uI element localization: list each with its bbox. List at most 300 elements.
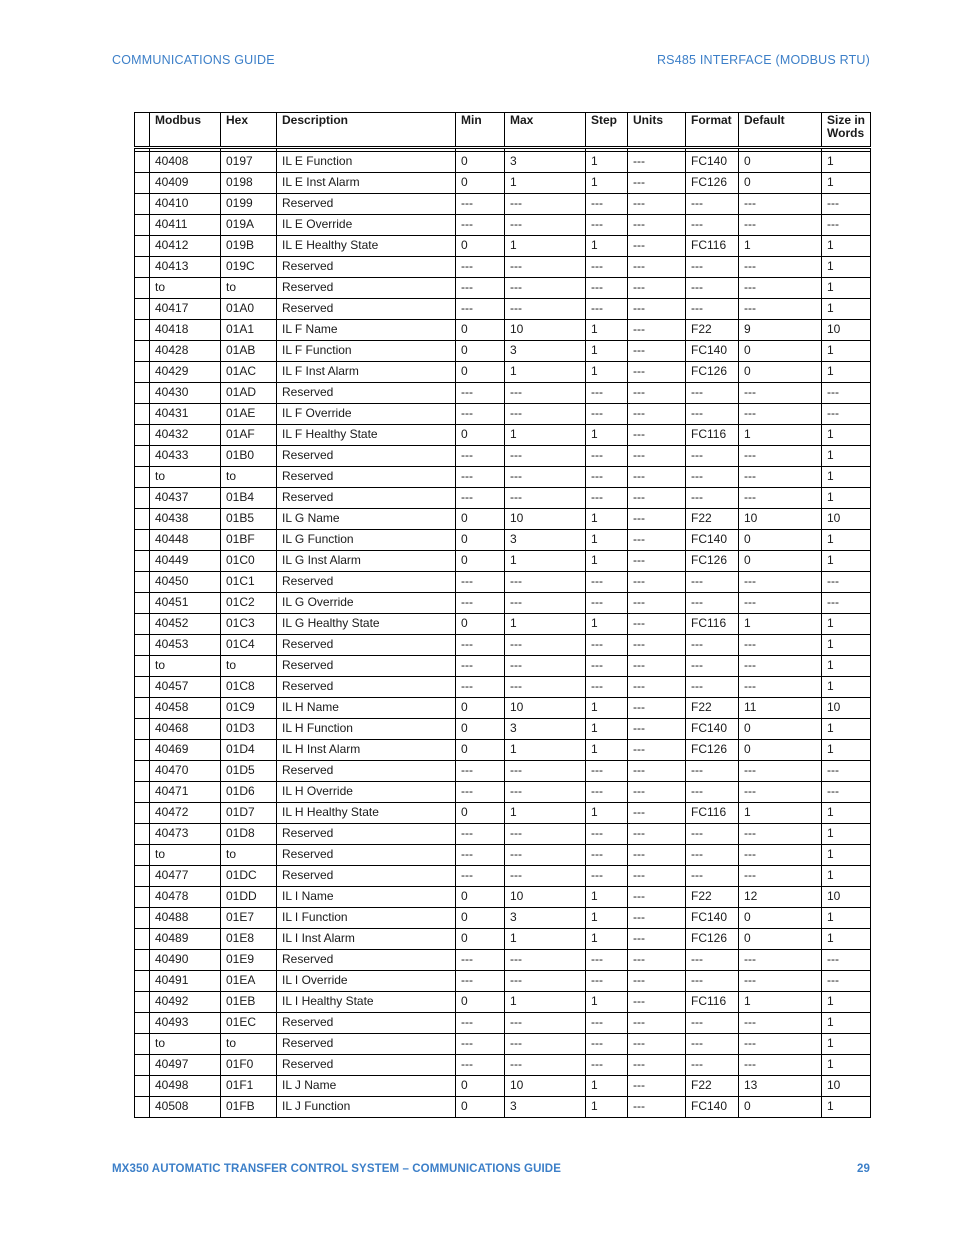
- cell-min: ---: [456, 446, 505, 467]
- cell-modbus: 40433: [150, 446, 221, 467]
- cell-description: IL H Inst Alarm: [277, 740, 456, 761]
- table-row: [135, 614, 871, 635]
- table-row: [135, 761, 871, 782]
- cell-units: ---: [628, 950, 686, 971]
- cell-max: ---: [505, 1055, 586, 1076]
- cell-default: ---: [739, 299, 822, 320]
- cell-default: 1: [739, 425, 822, 446]
- row-blank-cell: [135, 467, 150, 488]
- cell-format: ---: [686, 446, 739, 467]
- cell-units: ---: [628, 845, 686, 866]
- table-row: [135, 530, 871, 551]
- cell-format: F22: [686, 887, 739, 908]
- cell-max: 3: [505, 530, 586, 551]
- cell-format: FC126: [686, 362, 739, 383]
- cell-description: IL F Inst Alarm: [277, 362, 456, 383]
- cell-min: ---: [456, 488, 505, 509]
- cell-min: ---: [456, 677, 505, 698]
- cell-max: ---: [505, 593, 586, 614]
- cell-modbus: 40477: [150, 866, 221, 887]
- cell-step: 1: [586, 152, 628, 173]
- cell-max: ---: [505, 971, 586, 992]
- cell-format: ---: [686, 971, 739, 992]
- cell-step: ---: [586, 1034, 628, 1055]
- table-row: [135, 572, 871, 593]
- cell-size: 10: [822, 698, 871, 719]
- cell-min: ---: [456, 194, 505, 215]
- cell-units: ---: [628, 404, 686, 425]
- cell-max: ---: [505, 383, 586, 404]
- cell-hex: 01AB: [221, 341, 277, 362]
- cell-default: 0: [739, 551, 822, 572]
- cell-modbus: to: [150, 845, 221, 866]
- cell-size: 1: [822, 677, 871, 698]
- cell-max: 1: [505, 992, 586, 1013]
- cell-size: 1: [822, 530, 871, 551]
- cell-format: F22: [686, 698, 739, 719]
- cell-units: ---: [628, 467, 686, 488]
- cell-hex: to: [221, 467, 277, 488]
- cell-step: 1: [586, 1097, 628, 1118]
- cell-size: 1: [822, 1034, 871, 1055]
- cell-min: 0: [456, 740, 505, 761]
- cell-modbus: 40457: [150, 677, 221, 698]
- cell-size: 1: [822, 446, 871, 467]
- cell-min: 0: [456, 1097, 505, 1118]
- cell-format: ---: [686, 278, 739, 299]
- table-row: [135, 677, 871, 698]
- cell-description: IL G Function: [277, 530, 456, 551]
- cell-size: 1: [822, 740, 871, 761]
- cell-size: ---: [822, 194, 871, 215]
- cell-format: ---: [686, 194, 739, 215]
- cell-max: 3: [505, 1097, 586, 1118]
- cell-format: F22: [686, 509, 739, 530]
- cell-units: ---: [628, 341, 686, 362]
- cell-units: ---: [628, 278, 686, 299]
- cell-hex: 01AE: [221, 404, 277, 425]
- cell-default: ---: [739, 215, 822, 236]
- column-header-max: Max: [505, 113, 586, 148]
- cell-min: 0: [456, 362, 505, 383]
- cell-size: 1: [822, 845, 871, 866]
- cell-description: IL E Function: [277, 152, 456, 173]
- cell-hex: 01EB: [221, 992, 277, 1013]
- modbus-register-table: [134, 112, 871, 1118]
- cell-format: ---: [686, 383, 739, 404]
- cell-units: ---: [628, 782, 686, 803]
- table-body: [135, 148, 871, 1118]
- cell-min: ---: [456, 215, 505, 236]
- cell-size: ---: [822, 971, 871, 992]
- cell-description: IL G Override: [277, 593, 456, 614]
- cell-units: ---: [628, 446, 686, 467]
- cell-description: IL G Healthy State: [277, 614, 456, 635]
- cell-step: 1: [586, 509, 628, 530]
- cell-format: ---: [686, 404, 739, 425]
- cell-description: Reserved: [277, 446, 456, 467]
- cell-min: ---: [456, 383, 505, 404]
- table-row: [135, 278, 871, 299]
- cell-step: ---: [586, 383, 628, 404]
- cell-description: Reserved: [277, 572, 456, 593]
- cell-description: Reserved: [277, 467, 456, 488]
- row-blank-cell: [135, 152, 150, 173]
- table-row: [135, 719, 871, 740]
- cell-min: ---: [456, 572, 505, 593]
- row-blank-cell: [135, 1013, 150, 1034]
- cell-step: 1: [586, 719, 628, 740]
- cell-format: ---: [686, 593, 739, 614]
- row-blank-cell: [135, 635, 150, 656]
- cell-size: 10: [822, 320, 871, 341]
- cell-size: 1: [822, 173, 871, 194]
- cell-max: ---: [505, 278, 586, 299]
- cell-format: ---: [686, 866, 739, 887]
- cell-default: 0: [739, 530, 822, 551]
- cell-hex: 01B5: [221, 509, 277, 530]
- cell-step: 1: [586, 425, 628, 446]
- cell-modbus: 40448: [150, 530, 221, 551]
- cell-hex: 01BF: [221, 530, 277, 551]
- cell-hex: to: [221, 845, 277, 866]
- cell-modbus: 40417: [150, 299, 221, 320]
- cell-default: ---: [739, 467, 822, 488]
- cell-hex: 01AF: [221, 425, 277, 446]
- cell-modbus: 40408: [150, 152, 221, 173]
- cell-format: FC140: [686, 908, 739, 929]
- cell-format: ---: [686, 257, 739, 278]
- cell-step: ---: [586, 635, 628, 656]
- cell-min: 0: [456, 530, 505, 551]
- table-row: [135, 593, 871, 614]
- cell-default: 0: [739, 908, 822, 929]
- cell-step: 1: [586, 698, 628, 719]
- cell-step: 1: [586, 887, 628, 908]
- cell-hex: 01D4: [221, 740, 277, 761]
- table-row: [135, 509, 871, 530]
- row-blank-cell: [135, 530, 150, 551]
- row-blank-cell: [135, 845, 150, 866]
- table-row: [135, 362, 871, 383]
- table-row: [135, 551, 871, 572]
- cell-default: ---: [739, 278, 822, 299]
- cell-max: ---: [505, 194, 586, 215]
- cell-step: ---: [586, 845, 628, 866]
- cell-size: 10: [822, 887, 871, 908]
- cell-modbus: 40428: [150, 341, 221, 362]
- cell-units: ---: [628, 1034, 686, 1055]
- cell-step: ---: [586, 278, 628, 299]
- cell-default: ---: [739, 761, 822, 782]
- cell-description: IL H Name: [277, 698, 456, 719]
- cell-modbus: 40470: [150, 761, 221, 782]
- cell-hex: 01C4: [221, 635, 277, 656]
- cell-hex: 01B4: [221, 488, 277, 509]
- cell-min: ---: [456, 782, 505, 803]
- cell-size: 1: [822, 656, 871, 677]
- cell-units: ---: [628, 215, 686, 236]
- cell-modbus: 40429: [150, 362, 221, 383]
- cell-max: ---: [505, 845, 586, 866]
- cell-size: ---: [822, 383, 871, 404]
- cell-units: ---: [628, 635, 686, 656]
- table-row: [135, 299, 871, 320]
- cell-hex: to: [221, 1034, 277, 1055]
- cell-min: ---: [456, 257, 505, 278]
- cell-step: 1: [586, 1076, 628, 1097]
- cell-max: 1: [505, 236, 586, 257]
- cell-hex: 01D7: [221, 803, 277, 824]
- cell-modbus: 40508: [150, 1097, 221, 1118]
- cell-description: IL I Name: [277, 887, 456, 908]
- row-blank-cell: [135, 908, 150, 929]
- cell-description: Reserved: [277, 677, 456, 698]
- cell-modbus: 40497: [150, 1055, 221, 1076]
- cell-hex: 01F0: [221, 1055, 277, 1076]
- cell-step: ---: [586, 677, 628, 698]
- cell-modbus: 40432: [150, 425, 221, 446]
- row-blank-cell: [135, 320, 150, 341]
- cell-default: 1: [739, 236, 822, 257]
- cell-min: ---: [456, 299, 505, 320]
- cell-max: ---: [505, 824, 586, 845]
- cell-step: 1: [586, 236, 628, 257]
- cell-min: ---: [456, 1034, 505, 1055]
- row-blank-cell: [135, 257, 150, 278]
- cell-min: 0: [456, 887, 505, 908]
- cell-min: 0: [456, 509, 505, 530]
- cell-units: ---: [628, 593, 686, 614]
- table-row: [135, 782, 871, 803]
- cell-size: ---: [822, 404, 871, 425]
- cell-description: IL I Function: [277, 908, 456, 929]
- cell-default: 0: [739, 929, 822, 950]
- cell-hex: 01B0: [221, 446, 277, 467]
- row-blank-cell: [135, 887, 150, 908]
- cell-step: 1: [586, 173, 628, 194]
- row-blank-cell: [135, 215, 150, 236]
- cell-hex: 01C1: [221, 572, 277, 593]
- cell-hex: to: [221, 278, 277, 299]
- cell-size: ---: [822, 593, 871, 614]
- cell-min: ---: [456, 1055, 505, 1076]
- cell-step: 1: [586, 803, 628, 824]
- table-row: [135, 803, 871, 824]
- cell-max: 1: [505, 425, 586, 446]
- cell-format: ---: [686, 215, 739, 236]
- cell-modbus: 40491: [150, 971, 221, 992]
- cell-min: 0: [456, 614, 505, 635]
- cell-description: IL J Function: [277, 1097, 456, 1118]
- cell-description: Reserved: [277, 824, 456, 845]
- cell-description: Reserved: [277, 194, 456, 215]
- cell-hex: 01AC: [221, 362, 277, 383]
- cell-hex: 01E8: [221, 929, 277, 950]
- cell-max: ---: [505, 950, 586, 971]
- cell-max: 1: [505, 362, 586, 383]
- cell-modbus: 40493: [150, 1013, 221, 1034]
- table-row: [135, 866, 871, 887]
- cell-step: 1: [586, 992, 628, 1013]
- table-row: [135, 341, 871, 362]
- cell-modbus: 40430: [150, 383, 221, 404]
- cell-description: IL I Healthy State: [277, 992, 456, 1013]
- cell-min: 0: [456, 341, 505, 362]
- cell-format: FC140: [686, 1097, 739, 1118]
- cell-hex: 0198: [221, 173, 277, 194]
- table-row: [135, 656, 871, 677]
- cell-max: ---: [505, 761, 586, 782]
- cell-modbus: 40410: [150, 194, 221, 215]
- row-blank-cell: [135, 677, 150, 698]
- cell-modbus: 40413: [150, 257, 221, 278]
- cell-description: Reserved: [277, 257, 456, 278]
- table-row: [135, 950, 871, 971]
- cell-step: ---: [586, 194, 628, 215]
- table-row: [135, 698, 871, 719]
- table-row: [135, 236, 871, 257]
- cell-size: 1: [822, 824, 871, 845]
- cell-units: ---: [628, 992, 686, 1013]
- cell-size: 1: [822, 425, 871, 446]
- cell-format: FC116: [686, 803, 739, 824]
- cell-format: ---: [686, 761, 739, 782]
- cell-hex: 01EC: [221, 1013, 277, 1034]
- cell-max: ---: [505, 635, 586, 656]
- cell-min: 0: [456, 236, 505, 257]
- header-blank-cell: [135, 113, 150, 148]
- cell-hex: to: [221, 656, 277, 677]
- cell-description: IL F Function: [277, 341, 456, 362]
- row-blank-cell: [135, 971, 150, 992]
- cell-step: ---: [586, 824, 628, 845]
- table-row: [135, 1097, 871, 1118]
- row-blank-cell: [135, 950, 150, 971]
- cell-default: ---: [739, 257, 822, 278]
- cell-size: 10: [822, 1076, 871, 1097]
- cell-default: ---: [739, 593, 822, 614]
- cell-min: ---: [456, 404, 505, 425]
- cell-min: 0: [456, 320, 505, 341]
- row-blank-cell: [135, 236, 150, 257]
- column-header-step: Step: [586, 113, 628, 148]
- cell-default: 1: [739, 992, 822, 1013]
- cell-size: ---: [822, 950, 871, 971]
- table-row: [135, 971, 871, 992]
- cell-min: ---: [456, 971, 505, 992]
- cell-default: 12: [739, 887, 822, 908]
- cell-description: IL F Healthy State: [277, 425, 456, 446]
- table-row: [135, 383, 871, 404]
- cell-step: ---: [586, 257, 628, 278]
- cell-max: ---: [505, 215, 586, 236]
- cell-modbus: 40418: [150, 320, 221, 341]
- column-header-format: Format: [686, 113, 739, 148]
- cell-step: ---: [586, 404, 628, 425]
- cell-format: FC116: [686, 236, 739, 257]
- cell-min: ---: [456, 866, 505, 887]
- cell-step: ---: [586, 299, 628, 320]
- cell-min: 0: [456, 929, 505, 950]
- cell-modbus: 40472: [150, 803, 221, 824]
- column-header-size: Size in Words: [822, 113, 871, 148]
- table-row: [135, 446, 871, 467]
- table-row: [135, 173, 871, 194]
- cell-default: 0: [739, 362, 822, 383]
- cell-default: ---: [739, 383, 822, 404]
- cell-max: 3: [505, 908, 586, 929]
- row-blank-cell: [135, 446, 150, 467]
- row-blank-cell: [135, 803, 150, 824]
- cell-units: ---: [628, 425, 686, 446]
- cell-min: ---: [456, 761, 505, 782]
- row-blank-cell: [135, 299, 150, 320]
- cell-default: ---: [739, 1034, 822, 1055]
- cell-step: 1: [586, 320, 628, 341]
- cell-units: ---: [628, 614, 686, 635]
- cell-size: 1: [822, 992, 871, 1013]
- cell-min: ---: [456, 1013, 505, 1034]
- cell-units: ---: [628, 656, 686, 677]
- cell-units: ---: [628, 257, 686, 278]
- cell-step: ---: [586, 488, 628, 509]
- row-blank-cell: [135, 1097, 150, 1118]
- table-row: [135, 404, 871, 425]
- row-blank-cell: [135, 740, 150, 761]
- cell-min: 0: [456, 992, 505, 1013]
- cell-default: ---: [739, 782, 822, 803]
- row-blank-cell: [135, 761, 150, 782]
- cell-description: IL G Name: [277, 509, 456, 530]
- running-header-right: RS485 INTERFACE (MODBUS RTU): [656, 53, 870, 67]
- cell-units: ---: [628, 173, 686, 194]
- cell-max: 10: [505, 698, 586, 719]
- cell-description: Reserved: [277, 278, 456, 299]
- cell-hex: 01E9: [221, 950, 277, 971]
- cell-hex: 01D5: [221, 761, 277, 782]
- cell-default: ---: [739, 635, 822, 656]
- cell-description: IL F Name: [277, 320, 456, 341]
- cell-default: ---: [739, 446, 822, 467]
- row-blank-cell: [135, 404, 150, 425]
- cell-max: ---: [505, 866, 586, 887]
- cell-max: 1: [505, 803, 586, 824]
- cell-units: ---: [628, 761, 686, 782]
- row-blank-cell: [135, 509, 150, 530]
- cell-format: FC140: [686, 152, 739, 173]
- cell-modbus: 40412: [150, 236, 221, 257]
- cell-max: ---: [505, 1034, 586, 1055]
- row-blank-cell: [135, 719, 150, 740]
- cell-modbus: 40411: [150, 215, 221, 236]
- cell-step: 1: [586, 341, 628, 362]
- table-row: [135, 1055, 871, 1076]
- cell-default: ---: [739, 950, 822, 971]
- cell-hex: 019B: [221, 236, 277, 257]
- cell-modbus: to: [150, 467, 221, 488]
- cell-description: IL H Healthy State: [277, 803, 456, 824]
- cell-hex: 01D3: [221, 719, 277, 740]
- cell-size: 1: [822, 866, 871, 887]
- column-header-min: Min: [456, 113, 505, 148]
- cell-description: Reserved: [277, 383, 456, 404]
- cell-min: ---: [456, 467, 505, 488]
- table-header-row: [135, 113, 871, 148]
- cell-units: ---: [628, 551, 686, 572]
- cell-default: 0: [739, 740, 822, 761]
- cell-modbus: 40451: [150, 593, 221, 614]
